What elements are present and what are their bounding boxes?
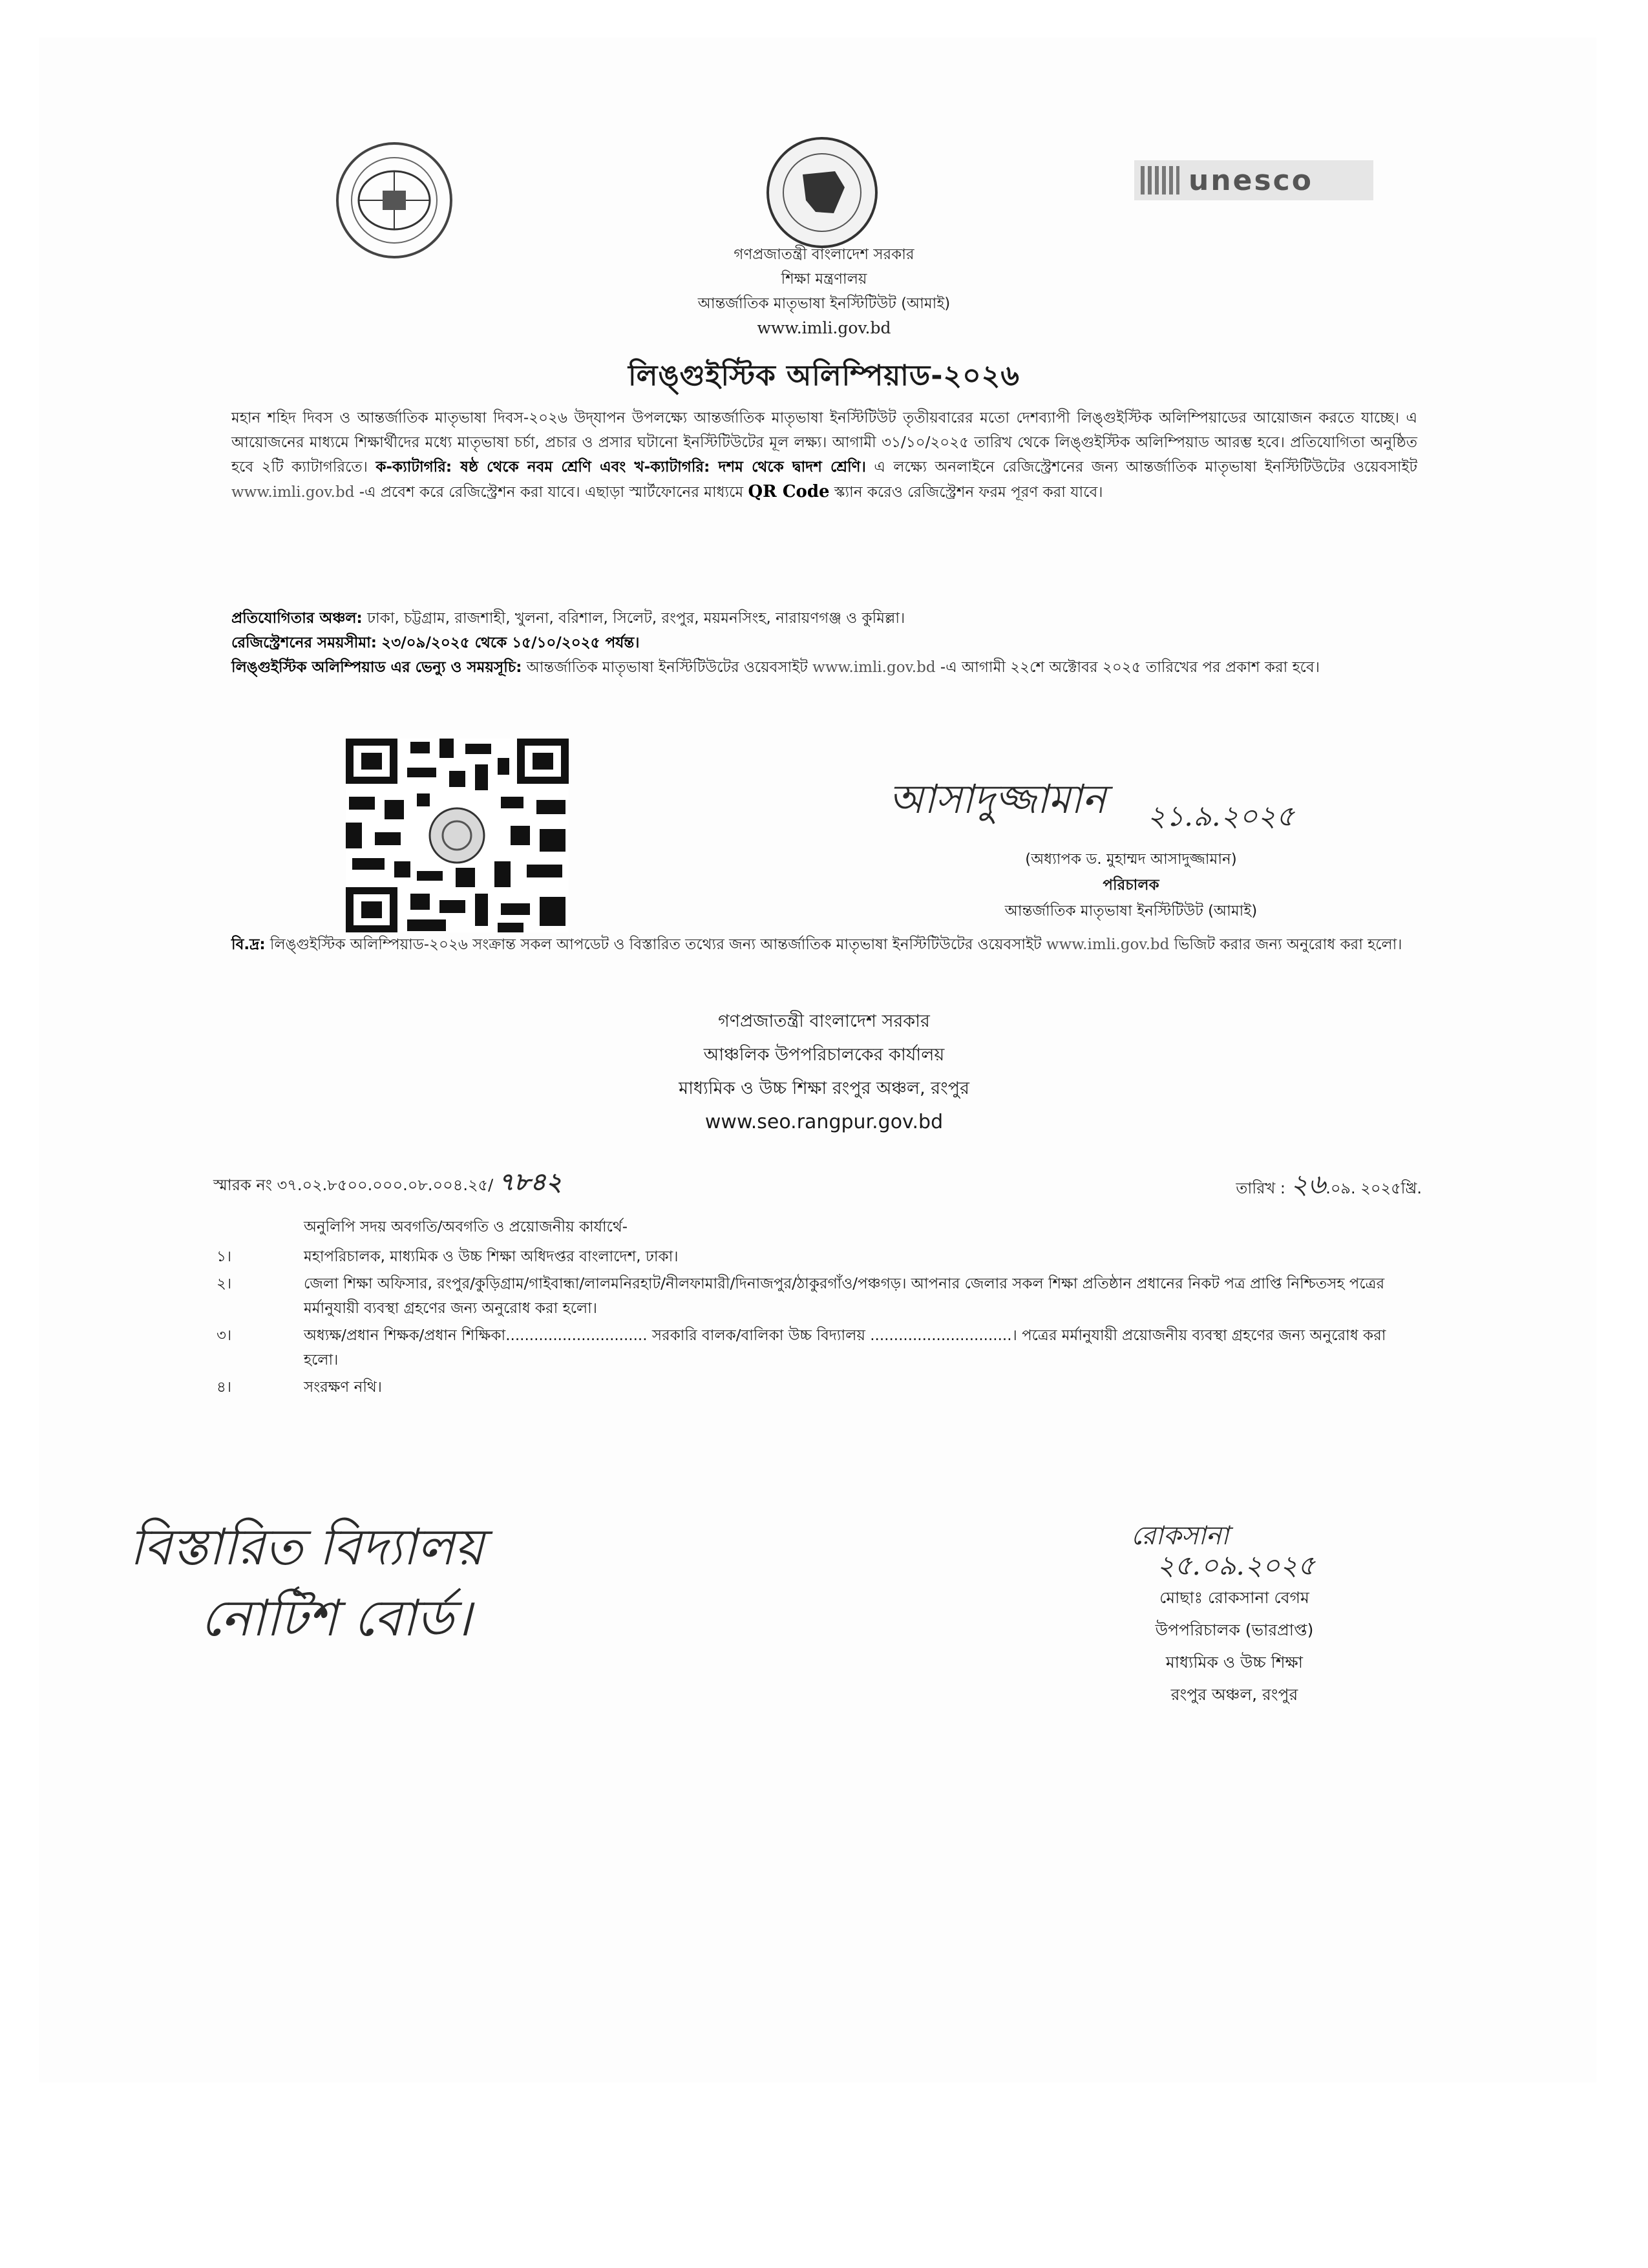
intro-paragraph: মহান শহিদ দিবস ও আন্তর্জাতিক মাতৃভাষা দিবস-২০২৬ উদ্‌যাপন উপলক্ষ্যে আন্তর্জাতিক মাতৃভাষা ইনস্টিটিউট তৃতীয়বারের মতো দেশব্যাপী লিঙ্গুইস্টিক অলিম্পিয়াডের আয়োজন করতে যাচ্ছে। এ আয়োজনের মাধ্যমে শিক্ষার্থীদের মধ্যে মাতৃভাষা চর্চা, প্রচার ও প্রসার ঘটানো ইনস্টিটিউটের মূল লক্ষ্য। আগামী ৩১/১০/২০২৫ তারিখ থেকে লিঙ্গুইস্টিক অলিম্পিয়াড আরম্ভ হবে। প্রতিযোগিতা অনুষ্ঠিত হবে ২টি ক্যাটাগরিতে। [231, 410, 1417, 476]
note-text-a: লিঙ্গুইস্টিক অলিম্পিয়াড-২০২৬ সংক্রান্ত সকল আপডেট ও বিস্তারিত তথ্যের জন্য আন্তর্জাতিক মাতৃভাষা ইনস্টিটিউটের ওয়েবসাইট [269, 936, 1042, 953]
director-block [840, 846, 1422, 924]
signature-scrawl: আসাদুজ্জামান [889, 775, 1106, 823]
note-text-b: ভিজিট করার জন্য অনুরোধ করা হলো। [1174, 936, 1402, 953]
header-ministry: শিক্ষা মন্ত্রণালয় [781, 271, 867, 288]
forward-office: আঞ্চলিক উপপরিচালকের কার্যালয় [703, 1045, 945, 1065]
list-item: ৪। সংরক্ষণ নথি। [217, 1379, 383, 1396]
registration-text-a: এ লক্ষ্যে অনলাইনে রেজিস্ট্রেশনের জন্য আন্তর্জাতিক মাতৃভাষা ইনস্টিটিউটের ওয়েবসাইট [874, 459, 1418, 476]
list-item: ৩। অধ্যক্ষ/প্রধান শিক্ষক/প্রধান শিক্ষিকা.............................. সরকারি বালক/বালিকা উচ্চ বিদ্যালয় ..............................। পত্রের মর্মানুযায়ী প্রয়োজনীয় ব্যবস্থা গ্রহণের জন্য অনুরোধ করা হলো। [217, 1327, 1386, 1369]
signature-director [889, 762, 1419, 840]
registration-text-c: স্ক্যান করেও রেজিস্ট্রেশন ফরম পূরণ করা যাবে। [834, 484, 1103, 501]
note-label: বি.দ্র: [231, 936, 266, 953]
bangladesh-government-seal [757, 136, 887, 249]
header-institute: আন্তর্জাতিক মাতৃভাষা ইনস্টিটিউট (আমাই) [697, 295, 951, 312]
registration-url: www.imli.gov.bd [231, 484, 355, 501]
director-office: আন্তর্জাতিক মাতৃভাষা ইনস্টিটিউট (আমাই) [1004, 903, 1258, 919]
deputy-block [1008, 1582, 1461, 1711]
schedule-text-a: আন্তর্জাতিক মাতৃভাষা ইনস্টিটিউটের ওয়েবসাইট [526, 659, 808, 676]
handwritten-note [129, 1512, 711, 1654]
signature-deputy [1125, 1515, 1448, 1586]
header-website: www.imli.gov.bd [757, 319, 891, 337]
signature-date: ২৫.০৯.২০২৫ [1157, 1549, 1316, 1581]
qr-code [346, 739, 569, 932]
zones-text: ঢাকা, চট্টগ্রাম, রাজশাহী, খুলনা, বরিশাল, সিলেট, রংপুর, ময়মনসিংহ, নারায়ণগঞ্জ ও কুমিল্লা। [367, 610, 905, 627]
category-text: ক-ক্যাটাগরি: ষষ্ঠ থেকে নবম শ্রেণি এবং খ-ক্যাটাগরি: দশম থেকে দ্বাদশ শ্রেণি। [375, 459, 866, 476]
list-item: ২। জেলা শিক্ষা অফিসার, রংপুর/কুড়িগ্রাম/গাইবান্ধা/লালমনিরহাট/নীলফামারী/দিনাজপুর/ঠাকুরগাঁও/পঞ্চগড়। আপনার জেলার সকল শিক্ষা প্রতিষ্ঠান প্রধানের নিকট পত্র প্রাপ্তি নিশ্চিতসহ পত্রের মর্মানুযায়ী ব্যবস্থা গ্রহণের জন্য অনুরোধ করা হলো। [217, 1276, 1385, 1317]
note-url: www.imli.gov.bd [1046, 936, 1170, 953]
memo-number: ৭৮৪২ [498, 1167, 562, 1196]
director-name: (অধ্যাপক ড. মুহাম্মদ আসাদুজ্জামান) [1025, 851, 1237, 868]
forwarding-header [0, 1005, 1648, 1139]
list-item: ১। মহাপরিচালক, মাধ্যমিক ও উচ্চ শিক্ষা অধিদপ্তর বাংলাদেশ, ঢাকা। [217, 1248, 679, 1265]
deputy-dept: মাধ্যমিক ও উচ্চ শিক্ষা [1165, 1653, 1304, 1672]
signature-date: ২১.৯.২০২৫ [1147, 800, 1295, 833]
date-day: ২৬ [1290, 1168, 1326, 1200]
copy-list [217, 1244, 1389, 1400]
unesco-temple-icon [1141, 166, 1179, 194]
memo-line [213, 1163, 1422, 1200]
memo-label: স্মারক নং ৩৭.০২.৮৫০০.০০০.০৮.০০৪.২৫/ [213, 1176, 494, 1194]
unesco-text: unesco [1188, 163, 1313, 197]
handwritten-line-1: বিস্তারিত বিদ্যালয় [129, 1518, 484, 1577]
director-designation: পরিচালক [1103, 877, 1159, 894]
signature-scrawl: রোকসানা [1131, 1521, 1229, 1551]
zones-label: প্রতিযোগিতার অঞ্চল: [231, 610, 363, 627]
schedule-url: www.imli.gov.bd [812, 659, 936, 676]
qr-code-word: QR Code [748, 482, 830, 501]
header-government: গণপ্রজাতন্ত্রী বাংলাদেশ সরকার [734, 246, 914, 263]
handwritten-line-2: নোটিশ বোর্ড। [200, 1590, 472, 1648]
forward-website: www.seo.rangpur.gov.bd [704, 1111, 944, 1133]
schedule-label: লিঙ্গুইস্টিক অলিম্পিয়াড এর ভেন্যু ও সময়সূচি: [231, 659, 522, 676]
schedule-text-b: -এ আগামী ২২শে অক্টোবর ২০২৫ তারিখের পর প্রকাশ করা হবে। [940, 659, 1320, 676]
date-label: তারিখ : [1236, 1179, 1285, 1197]
letter-header [0, 242, 1648, 341]
deputy-name: মোছাঃ রোকসানা বেগম [1159, 1588, 1309, 1607]
body-text [231, 406, 1417, 505]
deputy-region: রংপুর অঞ্চল, রংপুর [1170, 1685, 1298, 1704]
details-block [231, 606, 1417, 680]
unesco-logo [1134, 160, 1373, 200]
deadline-text: ২৩/০৯/২০২৫ থেকে ১৫/১০/২০২৫ পর্যন্ত। [381, 635, 640, 651]
registration-text-b: -এ প্রবেশ করে রেজিস্ট্রেশন করা যাবে। এছাড়া স্মার্টফোনের মাধ্যমে [359, 484, 744, 501]
date-rest: .০৯. ২০২৫খ্রি. [1326, 1179, 1422, 1197]
note-block [231, 932, 1417, 957]
forward-region: মাধ্যমিক ও উচ্চ শিক্ষা রংপুর অঞ্চল, রংপুর [679, 1078, 969, 1098]
page-title: লিঙ্গুইস্টিক অলিম্পিয়াড-২০২৬ [628, 359, 1020, 392]
copy-intro: অনুলিপি সদয় অবগতি/অবগতি ও প্রয়োজনীয় কার্যার্থে- [304, 1219, 628, 1235]
deadline-label: রেজিস্ট্রেশনের সময়সীমা: [231, 635, 377, 651]
forward-government: গণপ্রজাতন্ত্রী বাংলাদেশ সরকার [718, 1011, 930, 1031]
deputy-designation: উপপরিচালক (ভারপ্রাপ্ত) [1155, 1621, 1314, 1639]
